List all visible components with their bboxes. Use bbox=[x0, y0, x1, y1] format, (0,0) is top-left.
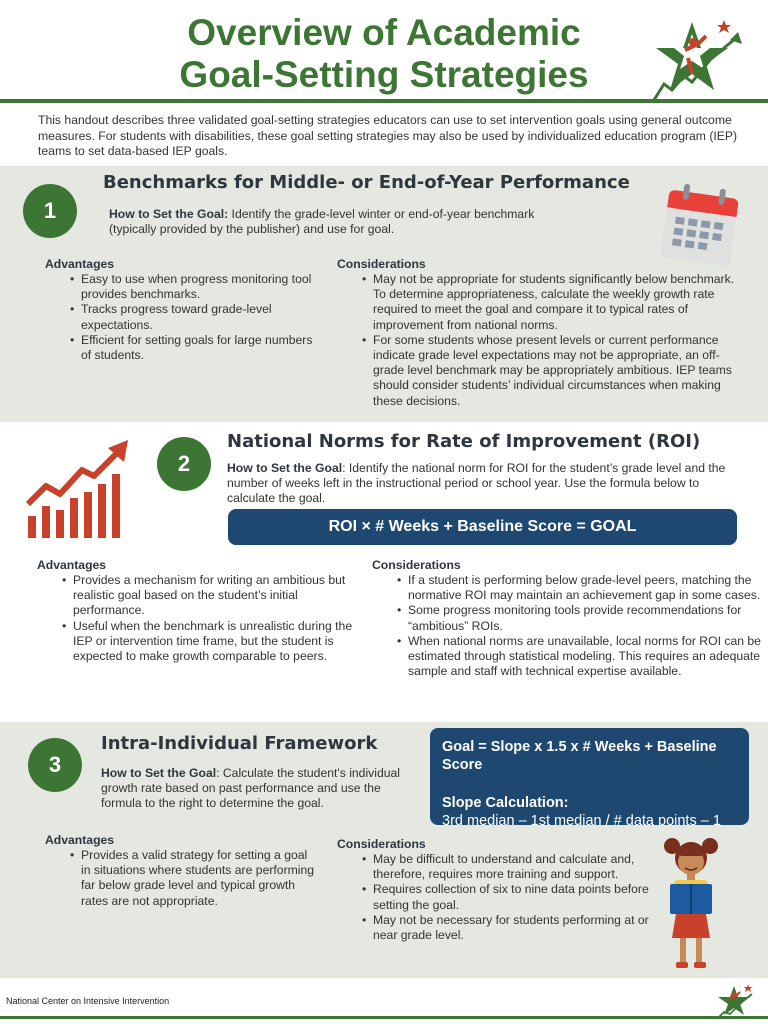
section-1-title: Benchmarks for Middle- or End-of-Year Performance bbox=[103, 172, 630, 193]
list-item: • May be difficult to understand and calculate and, therefore, requires more training and support. bbox=[362, 852, 652, 882]
reading-girl-icon bbox=[658, 834, 724, 972]
section-2-title: National Norms for Rate of Improvement (ROI) bbox=[227, 431, 701, 452]
list-item: • Useful when the benchmark is unrealistic during the IEP or intervention time frame, but the student is expected to make growth comparable to peers. bbox=[62, 619, 362, 665]
header-rule bbox=[0, 99, 768, 103]
title-line-1: Overview of Academic bbox=[187, 12, 581, 53]
section-3-considerations-heading: Considerations bbox=[337, 837, 426, 851]
section-3-number-badge: 3 bbox=[28, 738, 82, 792]
howto-label: How to Set the Goal bbox=[227, 461, 343, 475]
section-2-howto bbox=[227, 461, 747, 506]
footer-org-name: National Center on Intensive Intervention bbox=[6, 996, 170, 1006]
list-item: • Requires collection of six to nine data points before setting the goal. bbox=[362, 882, 652, 912]
section-2-advantages-heading: Advantages bbox=[37, 558, 107, 572]
section-1-number-badge: 1 bbox=[23, 184, 77, 238]
section-1-advantages-list bbox=[70, 272, 320, 363]
list-item: • When national norms are unavailable, local norms for ROI can be estimated through statistical modeling. This requires an adequate sample and staff with technical expertise available. bbox=[397, 634, 763, 680]
section-3-advantages-heading: Advantages bbox=[45, 833, 115, 847]
howto-text: Identify the grade-level winter or end-of-year benchmark (typically provided by the publisher) and use for goal. bbox=[109, 207, 535, 236]
list-item: • Efficient for setting goals for large numbers of students. bbox=[70, 333, 320, 363]
growth-chart-icon bbox=[24, 434, 132, 542]
slope-calculation-label: Slope Calculation: bbox=[442, 795, 569, 811]
intro-paragraph: This handout describes three validated goal-setting strategies educators can use to set intervention goals using general outcome measures. For students with disabilities, these goal setting strategies may also be used by individualized education program (IEP) teams to set data-based IEP goals. bbox=[38, 113, 738, 158]
nci-star-logo-small-icon bbox=[716, 982, 756, 1020]
list-item: • If a student is performing below grade-level peers, matching the normative ROI may maintain an achievement gap in some cases. bbox=[397, 573, 763, 603]
slope-formula: 3rd median – 1st median / # data points – 1 bbox=[442, 813, 721, 829]
footer-rule bbox=[0, 1016, 768, 1019]
section-1-considerations-list bbox=[362, 272, 742, 409]
list-item: • For some students whose present levels or current performance indicate grade level expectations may not be appropriate, an off-grade level benchmark may be appropriately ambitious. IEP teams should consider students’ individual circumstances when making these decisions. bbox=[362, 333, 742, 409]
howto-text: : Identify the national norm for ROI for the student’s grade level and the number of weeks left in the instructional period or school year. Use the formula below to calculate the goal. bbox=[227, 461, 726, 505]
calendar-icon bbox=[655, 180, 745, 270]
list-item: • May not be appropriate for students significantly below benchmark. To determine appropriateness, calculate the weekly growth rate required to meet the goal and compare it to typical rates of improvement from national norms. bbox=[362, 272, 742, 333]
section-3-title: Intra-Individual Framework bbox=[101, 733, 378, 754]
list-item: • Easy to use when progress monitoring tool provides benchmarks. bbox=[70, 272, 320, 302]
goal-formula: Goal = Slope x 1.5 x # Weeks + Baseline Score bbox=[442, 739, 717, 773]
list-item: • Tracks progress toward grade-level expectations. bbox=[70, 302, 320, 332]
howto-label: How to Set the Goal bbox=[101, 766, 217, 780]
section-2-considerations-heading: Considerations bbox=[372, 558, 461, 572]
list-item: • May not be necessary for students performing at or near grade level. bbox=[362, 913, 652, 943]
section-3-considerations-list bbox=[362, 852, 652, 943]
section-3-howto bbox=[101, 766, 423, 811]
title-line-2: Goal-Setting Strategies bbox=[179, 54, 589, 95]
section-2-advantages-list bbox=[62, 573, 362, 664]
howto-text: : Calculate the student's individual growth rate based on past performance and use the formula to the right to determine the goal. bbox=[101, 766, 401, 810]
intra-individual-formula-box bbox=[430, 728, 749, 829]
section-2-number-badge: 2 bbox=[157, 437, 211, 491]
section-2-considerations-list bbox=[397, 573, 763, 679]
section-1-howto bbox=[109, 207, 579, 237]
section-1-advantages-heading: Advantages bbox=[45, 257, 115, 271]
list-item: • Provides a valid strategy for setting a goal in situations where students are performing far below grade level and typical growth rates are not appropriate. bbox=[70, 848, 320, 909]
list-item: • Provides a mechanism for writing an ambitious but realistic goal based on the student’s initial performance. bbox=[62, 573, 362, 619]
section-1-considerations-heading: Considerations bbox=[337, 257, 426, 271]
section-3-advantages-list bbox=[70, 848, 320, 909]
howto-label: How to Set the Goal: bbox=[109, 207, 229, 221]
nci-star-logo-icon bbox=[652, 14, 744, 102]
list-item: • Some progress monitoring tools provide recommendations for “ambitious” ROIs. bbox=[397, 603, 763, 633]
roi-formula: ROI × # Weeks + Baseline Score = GOAL bbox=[228, 509, 737, 545]
